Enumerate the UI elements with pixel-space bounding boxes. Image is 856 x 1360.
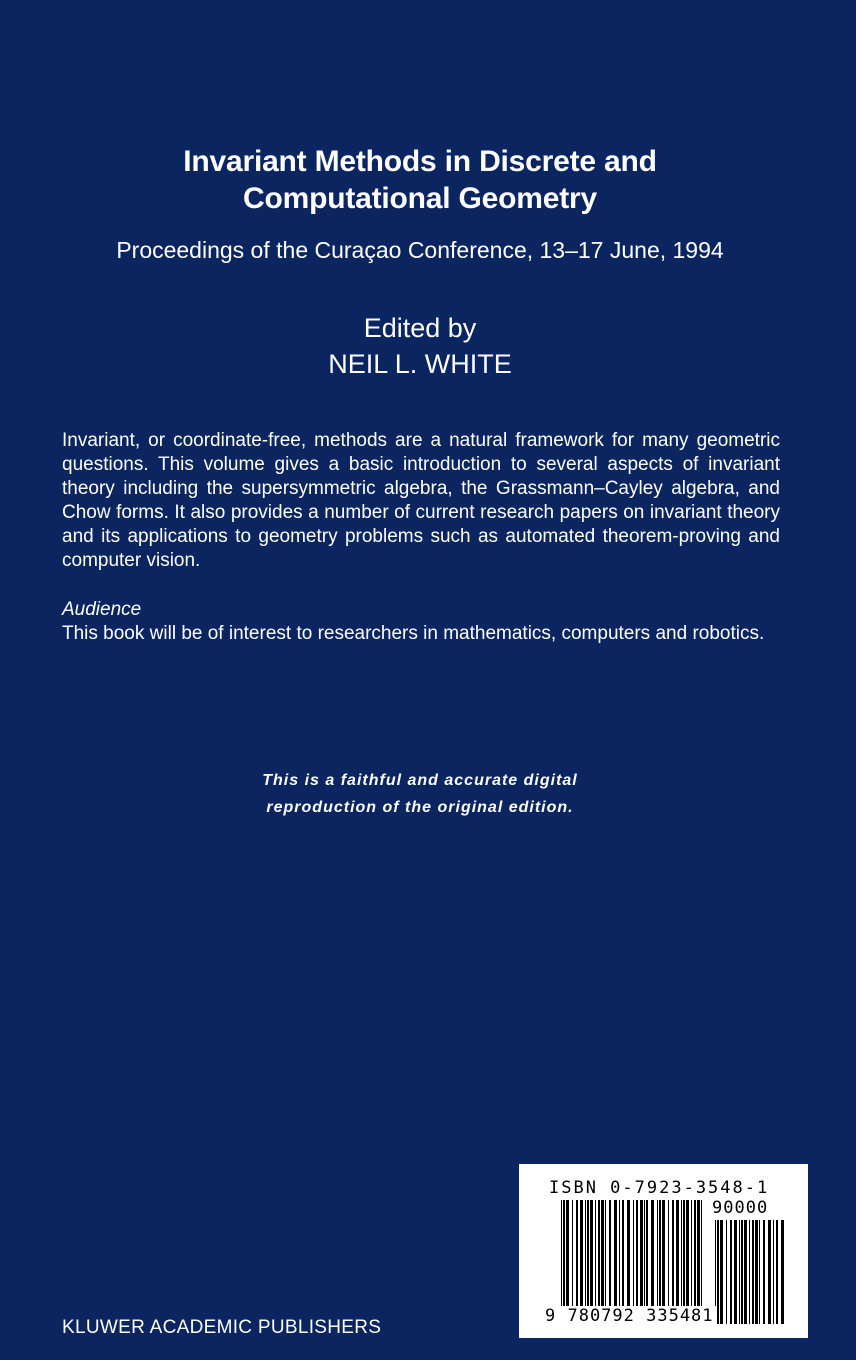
reproduction-line-1: This is a faithful and accurate digital — [262, 772, 578, 789]
publisher-name: KLUWER ACADEMIC PUBLISHERS — [62, 1317, 382, 1338]
book-subtitle: Proceedings of the Curaçao Conference, 13–17 June, 1994 — [116, 237, 724, 263]
barcode-panel — [519, 1164, 808, 1338]
barcode-stripe — [744, 1220, 747, 1324]
barcode-stripe — [739, 1220, 740, 1324]
barcode-stripe — [734, 1220, 737, 1324]
barcode-stripe — [755, 1220, 758, 1324]
barcode-stripe — [781, 1220, 784, 1324]
isbn-label: ISBN 0-7923-3548-1 — [549, 1178, 770, 1198]
barcode-stripe — [763, 1220, 765, 1324]
barcode-stripe — [720, 1220, 723, 1324]
barcode-stripe — [773, 1220, 774, 1324]
title-line-1: Invariant Methods in Discrete and — [183, 145, 657, 178]
barcode-stripe — [752, 1220, 754, 1324]
barcode-stripe — [730, 1220, 732, 1324]
barcode-stripe — [759, 1220, 760, 1324]
barcode-stripe — [776, 1220, 778, 1324]
reproduction-line-2: reproduction of the original edition. — [266, 799, 574, 816]
editor-name: NEIL L. WHITE — [328, 349, 512, 379]
addon-number: 90000 — [712, 1198, 769, 1218]
edited-by-label: Edited by — [363, 313, 477, 343]
audience-heading: Audience — [62, 599, 142, 620]
book-title — [60, 143, 780, 217]
barcode-stripe — [717, 1220, 719, 1324]
barcode-stripe — [749, 1220, 750, 1324]
audience-text: This book will be of interest to researchers in mathematics, computers and robotics. — [62, 623, 765, 644]
ean-number: 9 780792 335481 — [545, 1306, 714, 1326]
barcode-stripe — [726, 1220, 727, 1324]
book-description: Invariant, or coordinate-free, methods are a natural framework for many geometric questions. This volume gives a basic introduction to several aspects of invariant theory including the supersymmetric algebra, the Grassmann–Cayley algebra, and Chow forms. It also provides a number of current research papers on invariant theory and its applications to geometry problems such as automated theorem-proving and computer vision. — [62, 430, 780, 571]
title-line-2: Computational Geometry — [243, 182, 597, 215]
barcode-stripe — [768, 1220, 771, 1324]
reproduction-note — [230, 767, 610, 821]
barcode-stripe — [741, 1220, 743, 1324]
